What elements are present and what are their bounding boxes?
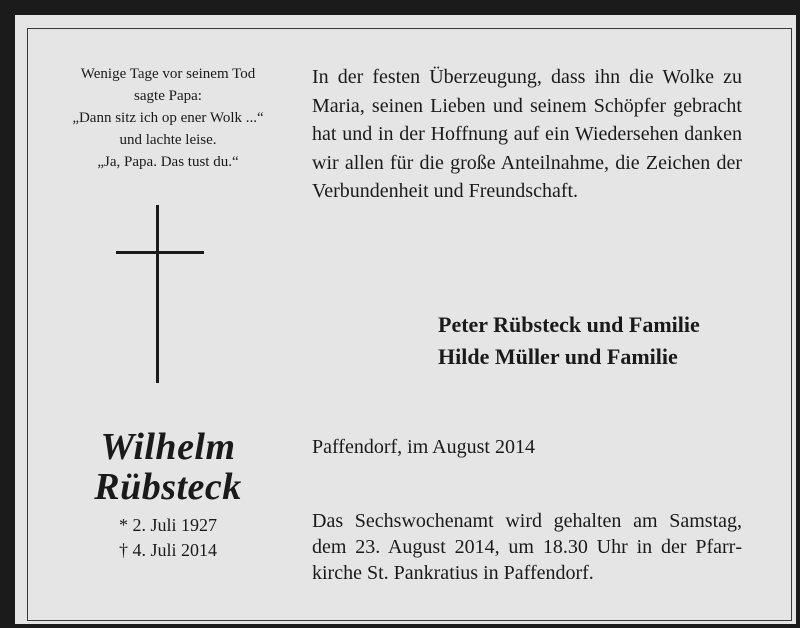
birth-date: * 2. Juli 1927 <box>118 515 217 535</box>
quote-line: und lachte leise. <box>119 132 217 148</box>
notice-inner-border <box>27 28 792 621</box>
signers-block <box>438 309 778 373</box>
left-column <box>28 29 308 620</box>
death-date: † 4. Juli 2014 <box>118 540 217 560</box>
cross-icon <box>116 205 204 383</box>
service-note: Das Sechswochenamt wird gehalten am Samstag, dem 23. August 2014, um 18.30 Uhr in der Pfarrkirche St. Pankratius in Paffendorf. <box>312 510 742 584</box>
signer: Peter Rübsteck und Familie <box>438 312 700 337</box>
life-dates <box>48 513 288 563</box>
quote-line: „Dann sitz ich op ener Wolk ...“ <box>72 110 264 126</box>
deceased-name <box>48 427 288 507</box>
thank-you-text: In der festen Überzeugung, dass ihn die Wolke zu Maria, seinen Lieben und seinem Schöpfer gebracht hat und in der Hoffnung auf ein Wiedersehen danken wir allen für die große Anteilnahme, die Zeichen der Verbundenheit und Freundschaft. <box>312 66 742 203</box>
deceased-last-name: Rübsteck <box>94 466 242 508</box>
quote-block <box>48 63 288 173</box>
place-date: Paffendorf, im August 2014 <box>312 436 535 458</box>
deceased-first-name: Wilhelm <box>100 426 236 468</box>
quote-line: Wenige Tage vor seinem Tod <box>80 66 256 82</box>
signer: Hilde Müller und Familie <box>438 344 678 369</box>
quote-line: sagte Papa: <box>134 88 202 104</box>
quote-line: „Ja, Papa. Das tust du.“ <box>97 154 239 170</box>
